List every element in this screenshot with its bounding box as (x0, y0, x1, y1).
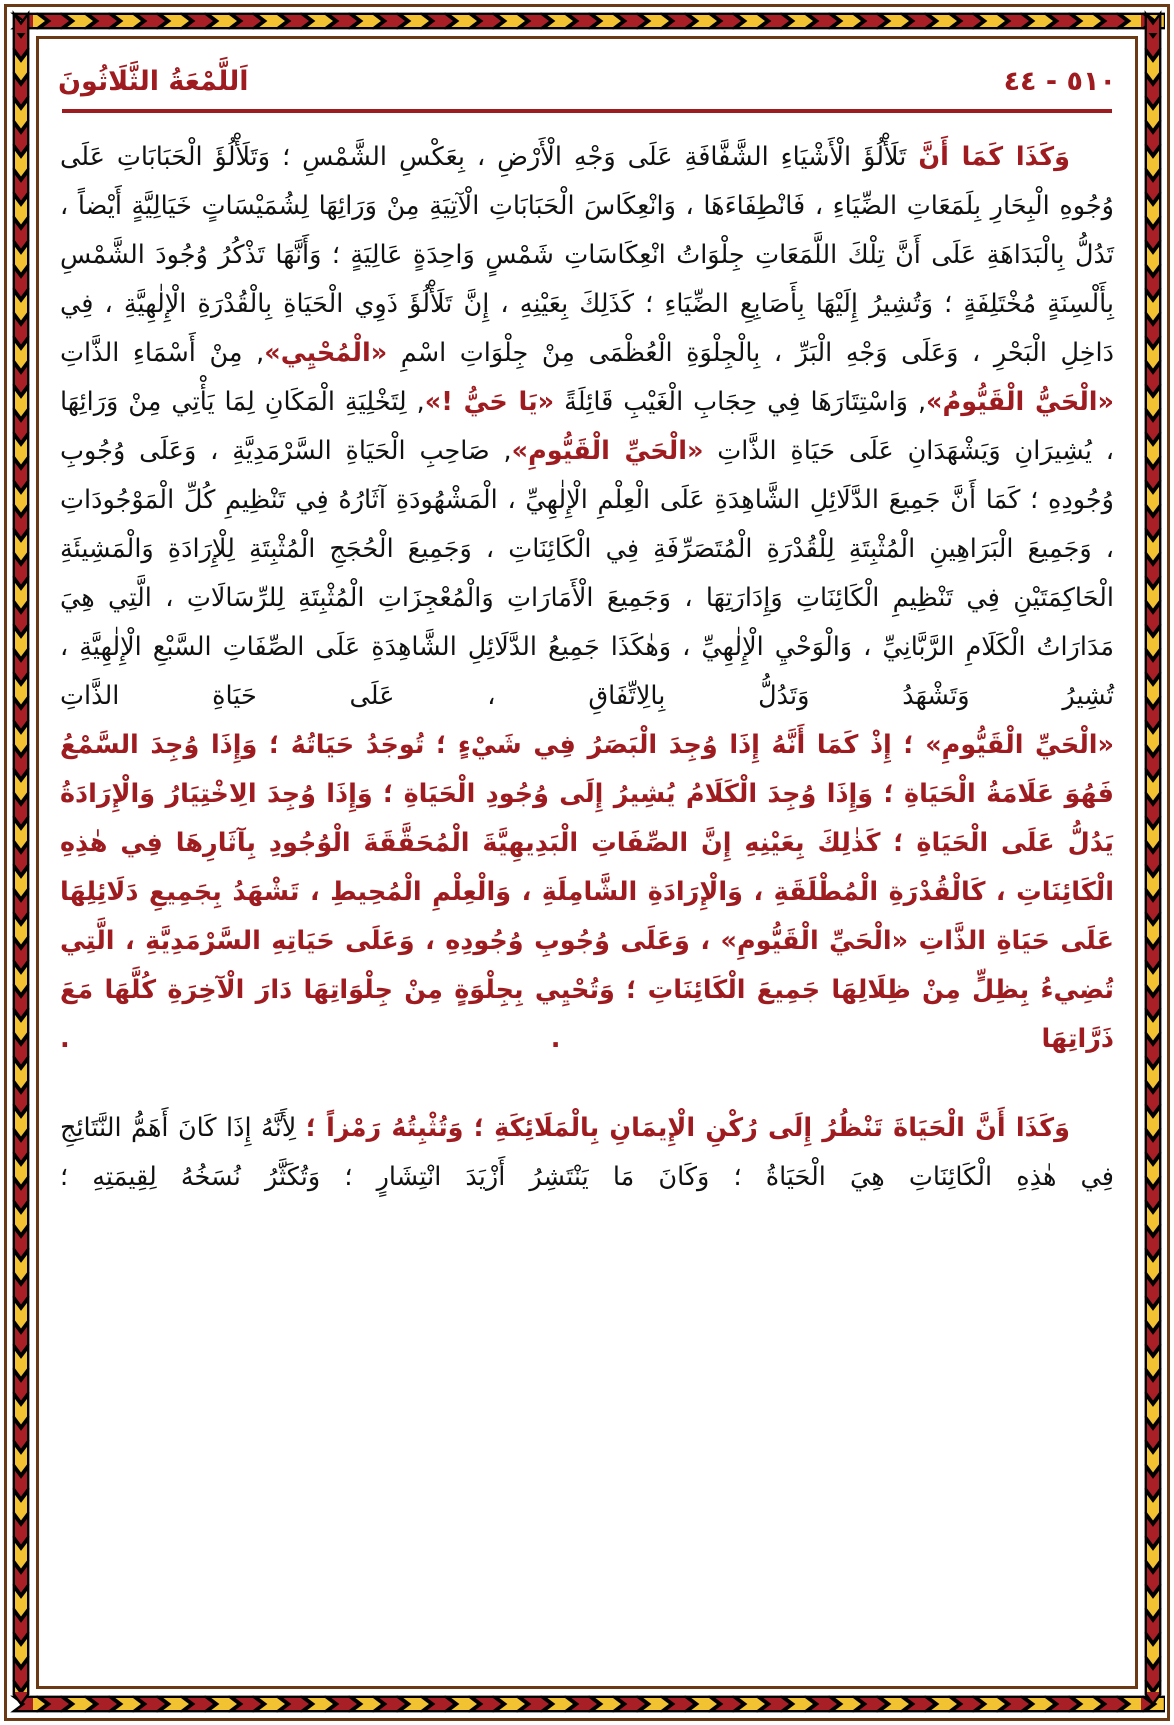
paragraph-one-segment-3: , وَاسْتِتَارَهَا فِي حِجَابِ الْغَيْبِ قَائِلَةً (564, 387, 927, 417)
paragraph-one-segment-5: , صَاحِبِ الْحَيَاةِ السَّرْمَدِيَّةِ ، وَعَلَى وُجُوبِ وُجُودِهِ ؛ كَمَا أَنَّ جَمِيعَ الدَّلَائِلِ الشَّاهِدَةِ عَلَى الْعِلْمِ الْإِلٰهِيِّ ، الْمَشْهُودَةِ آثَارُهُ فِي تَنْظِيمِ كُلِّ الْمَوْجُودَاتِ ، وَجَمِيعَ الْبَرَاهِينِ الْمُثْبِتَةِ لِلْقُدْرَةِ الْمُتَصَرِّفَةِ فِي الْكَائِنَاتِ ، وَجَمِيعَ الْحُجَجِ الْمُثْبِتَةِ لِلْإِرَادَةِ وَالْمَشِيئَةِ الْحَاكِمَتَيْنِ فِي تَنْظِيمِ الْكَائِنَاتِ وَإِدَارَتِهَا ، وَجَمِيعَ الْأَمَارَاتِ وَالْمُعْجِزَاتِ الْمُثْبِتَةِ لِلرِّسَالَاتِ ، الَّتِي هِيَ مَدَارَاتُ الْكَلَامِ الرَّبَّانِيِّ ، وَالْوَحْيِ الْإِلٰهِيِّ ، وَهٰكَذَا جَمِيعُ الدَّلَائِلِ الشَّاهِدَةِ عَلَى الصِّفَاتِ السَّبْعِ الْإِلٰهِيَّةِ ، تُشِيرُ وَتَشْهَدُ وَتَدُلُّ بِالِاتِّفَاقِ ، عَلَى حَيَاةِ الذَّاتِ (60, 436, 1114, 711)
page-number: ٥١٠ - ٤٤ (1003, 66, 1116, 97)
paragraph-two: «الْحَيِّ الْقَيُّومِ» ؛ إِذْ كَمَا أَنَّهُ إِذَا وُجِدَ الْبَصَرُ فِي شَيْءٍ ؛ تُوجَدُ حَيَاتُهُ ؛ وَإِذَا وُجِدَ السَّمْعُ فَهُوَ عَلَامَةُ الْحَيَاةِ ؛ وَإِذَا وُجِدَ الْكَلَامُ يُشِيرُ إِلَى وُجُودِ الْحَيَاةِ ؛ وَإِذَا وُجِدَ الِاخْتِيَارُ وَالْإِرَادَةُ يَدُلُّ عَلَى الْحَيَاةِ ؛ كَذٰلِكَ بِعَيْنِهِ إِنَّ الصِّفَاتِ الْبَدِيهِيَّةَ الْمُحَقَّقَةَ الْوُجُودِ بِآثَارِهَا فِي هٰذِهِ الْكَائِنَاتِ ، كَالْقُدْرَةِ الْمُطْلَقَةِ ، وَالْإِرَادَةِ الشَّامِلَةِ ، وَالْعِلْمِ الْمُحِيطِ ، تَشْهَدُ بِجَمِيعِ دَلَائِلِهَا عَلَى حَيَاةِ الذَّاتِ «الْحَيِّ الْقَيُّومِ» ، وَعَلَى وُجُوبِ وُجُودِهِ ، وَعَلَى حَيَاتِهِ السَّرْمَدِيَّةِ ، الَّتِي تُضِيءُ بِظِلٍّ مِنْ ظِلَالِهَا جَمِيعَ الْكَائِنَاتِ ؛ وَتُحْيِي بِجِلْوَةٍ مِنْ جِلْوَاتِهَا دَارَ الْآخِرَةِ كُلَّهَا مَعَ ذَرَّاتِهَا . . (60, 730, 1114, 1054)
paragraph-one (60, 133, 1114, 721)
paragraph-three (60, 1104, 1114, 1202)
invocation-ya-hayy: «يَا حَيُّ !» (424, 387, 555, 417)
paragraph-one-lead: وَكَذَا كَمَا أَنَّ (918, 142, 1070, 172)
divine-name-al-muhyi: «الْمُحْيِي» (264, 338, 388, 368)
paragraph-one-segment-2: , مِنْ أَسْمَاءِ الذَّاتِ (60, 338, 265, 368)
page-header (52, 48, 1122, 97)
divine-name-al-hayy-al-qayyum-1: «الْحَيُّ الْقَيُّومُ» (926, 387, 1114, 417)
page-title: اَللَّمْعَةُ الثَّلَاثُونَ (58, 66, 249, 97)
header-divider (62, 109, 1112, 113)
paragraph-one-segment-1: تَلَأْلُؤَ الْأَشْيَاءِ الشَّفَّافَةِ عَلَى وَجْهِ الْأَرْضِ ، بِعَكْسِ الشَّمْسِ ؛ وَتَلَأْلُؤَ الْحَبَابَاتِ عَلَى وُجُوهِ الْبِحَارِ بِلَمَعَاتِ الضِّيَاءِ ، فَانْطِفَاءَهَا ، وَانْعِكَاسَ الْحَبَابَاتِ الْآتِيَةِ مِنْ وَرَائِهَا لِشُمَيْسَاتٍ خَيَالِيَّةٍ أَيْضاً ، تَدُلُّ بِالْبَدَاهَةِ عَلَى أَنَّ تِلْكَ اللَّمَعَاتِ جِلْوَاتُ انْعِكَاسَاتِ شَمْسٍ وَاحِدَةٍ عَالِيَةٍ ؛ وَأَنَّهَا تَذْكُرُ وُجُودَ الشَّمْسِ بِأَلْسِنَةٍ مُخْتَلِفَةٍ ؛ وَتُشِيرُ إِلَيْهَا بِأَصَابِعِ الضِّيَاءِ ؛ كَذَلِكَ بِعَيْنِهِ ، إِنَّ تَلَأْلُؤَ ذَوِي الْحَيَاةِ بِالْقُدْرَةِ الْإِلٰهِيَّةِ ، فِي دَاخِلِ الْبَحْرِ ، وَعَلَى وَجْهِ الْبَرِّ ، بِالْجِلْوَةِ الْعُظْمَى مِنْ جِلْوَاتِ اسْمِ (60, 142, 1115, 368)
page-content (52, 48, 1122, 1677)
page-body (52, 133, 1122, 1202)
paragraph-three-tail: لِأَنَّهُ إِذَا كَانَ أَهَمُّ النَّتَائِجِ فِي هٰذِهِ الْكَائِنَاتِ هِيَ الْحَيَاةُ ؛ وَكَانَ مَا يَنْتَشِرُ أَزْيَدَ انْتِشَارٍ ؛ وَتُكَثَّرُ نُسَخُهُ لِقِيمَتِهِ ؛ (60, 1113, 1114, 1192)
paragraph-three-lead: وَكَذَا أَنَّ الْحَيَاةَ تَنْظُرُ إِلَى رُكْنِ الْإِيمَانِ بِالْمَلَائِكَةِ ؛ وَتُثْبِتُهُ رَمْزاً ؛ (305, 1113, 1070, 1143)
paragraph-one-segment-4: , لِتَخْلِيَةِ الْمَكَانِ لِمَا يَأْتِي مِنْ وَرَائِهَا ، يُشِيرَانِ وَيَشْهَدَانِ عَلَى حَيَاةِ الذَّاتِ (60, 387, 1114, 466)
divine-name-al-hayy-al-qayyum-2: «الْحَيِّ الْقَيُّومِ» (511, 436, 704, 466)
